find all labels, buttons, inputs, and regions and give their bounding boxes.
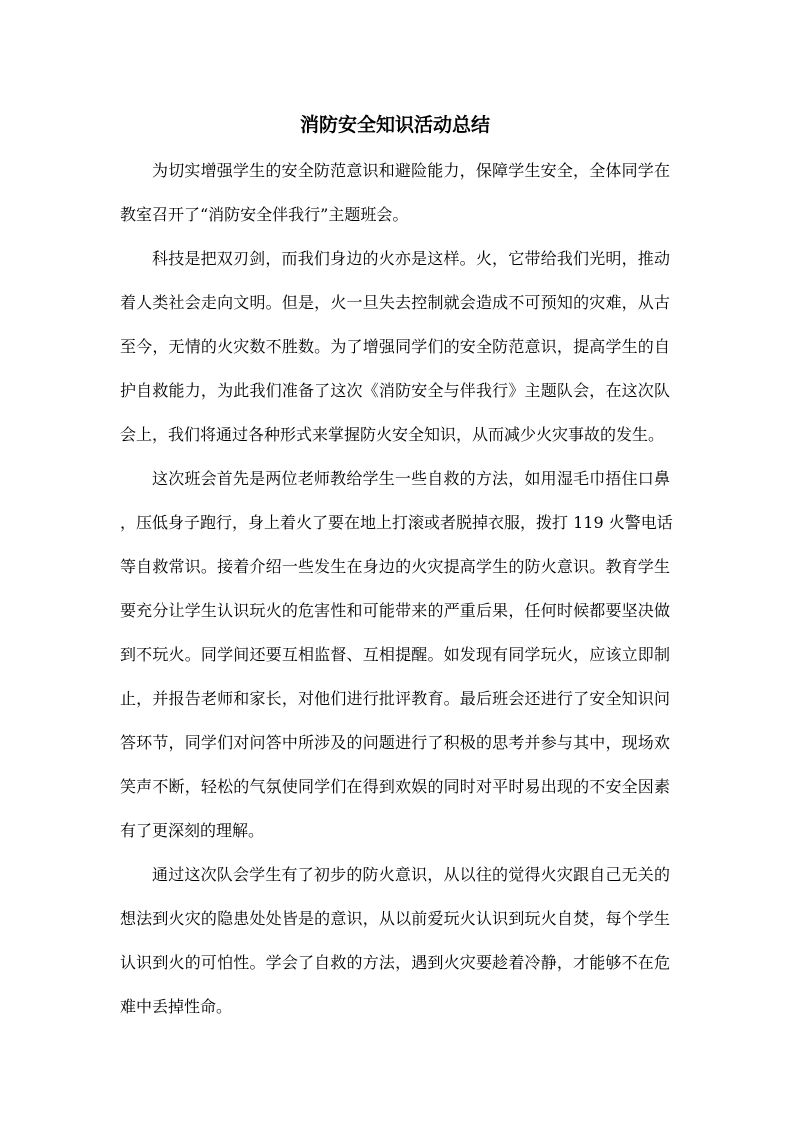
paragraph-line: 笑声不断，轻松的气氛使同学们在得到欢娱的同时对平时易出现的不安全因素 [120,777,670,796]
paragraph-line: 等自救常识。接着介绍一些发生在身边的火灾提高学生的防火意识。教育学生 [120,557,670,576]
paragraph-line: 科技是把双刃剑，而我们身边的火亦是这样。火，它带给我们光明，推动 [152,249,670,268]
document-body [120,155,673,1035]
paragraph-line: 会上，我们将通过各种形式来掌握防火安全知识，从而减少火灾事故的发生。 [120,425,665,444]
paragraph-line: 通过这次队会学生有了初步的防火意识，从以往的觉得火灾跟自己无关的 [152,865,670,884]
paragraph-line: 要充分让学生认识玩火的危害性和可能带来的严重后果，任何时候都要坚决做 [120,601,670,620]
paragraph-line: 这次班会首先是两位老师教给学生一些自救的方法，如用湿毛巾捂住口鼻 [152,469,670,488]
paragraph-line: 至今，无情的火灾数不胜数。为了增强同学们的安全防范意识，提高学生的自 [120,337,670,356]
paragraph-2 [120,243,670,463]
paragraph-line: 护自救能力，为此我们准备了这次《消防安全与伴我行》主题队会，在这次队 [120,381,670,400]
paragraph-4 [120,859,670,1035]
paragraph-line: 想法到火灾的隐患处处皆是的意识，从以前爱玩火认识到玩火自焚，每个学生 [120,909,670,928]
paragraph-3 [120,463,673,859]
paragraph-1 [120,155,670,243]
paragraph-line: 为切实增强学生的安全防范意识和避险能力，保障学生安全，全体同学在 [152,161,670,180]
paragraph-line: 难中丢掉性命。 [120,997,233,1016]
paragraph-line: 认识到火的可怕性。学会了自救的方法，遇到火灾要趁着冷静，才能够不在危 [120,953,670,972]
paragraph-line: 止，并报告老师和家长，对他们进行批评教育。最后班会还进行了安全知识问 [120,689,670,708]
paragraph-line: 教室召开了“消防安全伴我行”主题班会。 [120,205,409,224]
paragraph-line: 到不玩火。同学间还要互相监督、互相提醒。如发现有同学玩火，应该立即制 [120,645,670,664]
paragraph-line: 有了更深刻的理解。 [120,821,265,840]
document-title: 消防安全知识活动总结 [299,114,490,136]
paragraph-line: ，压低身子跑行，身上着火了要在地上打滚或者脱掉衣服，拨打 119 火警电话 [120,513,673,532]
paragraph-line: 答环节，同学们对问答中所涉及的问题进行了积极的思考并参与其中，现场欢 [120,733,670,752]
paragraph-line: 着人类社会走向文明。但是，火一旦失去控制就会造成不可预知的灾难，从古 [120,293,670,312]
